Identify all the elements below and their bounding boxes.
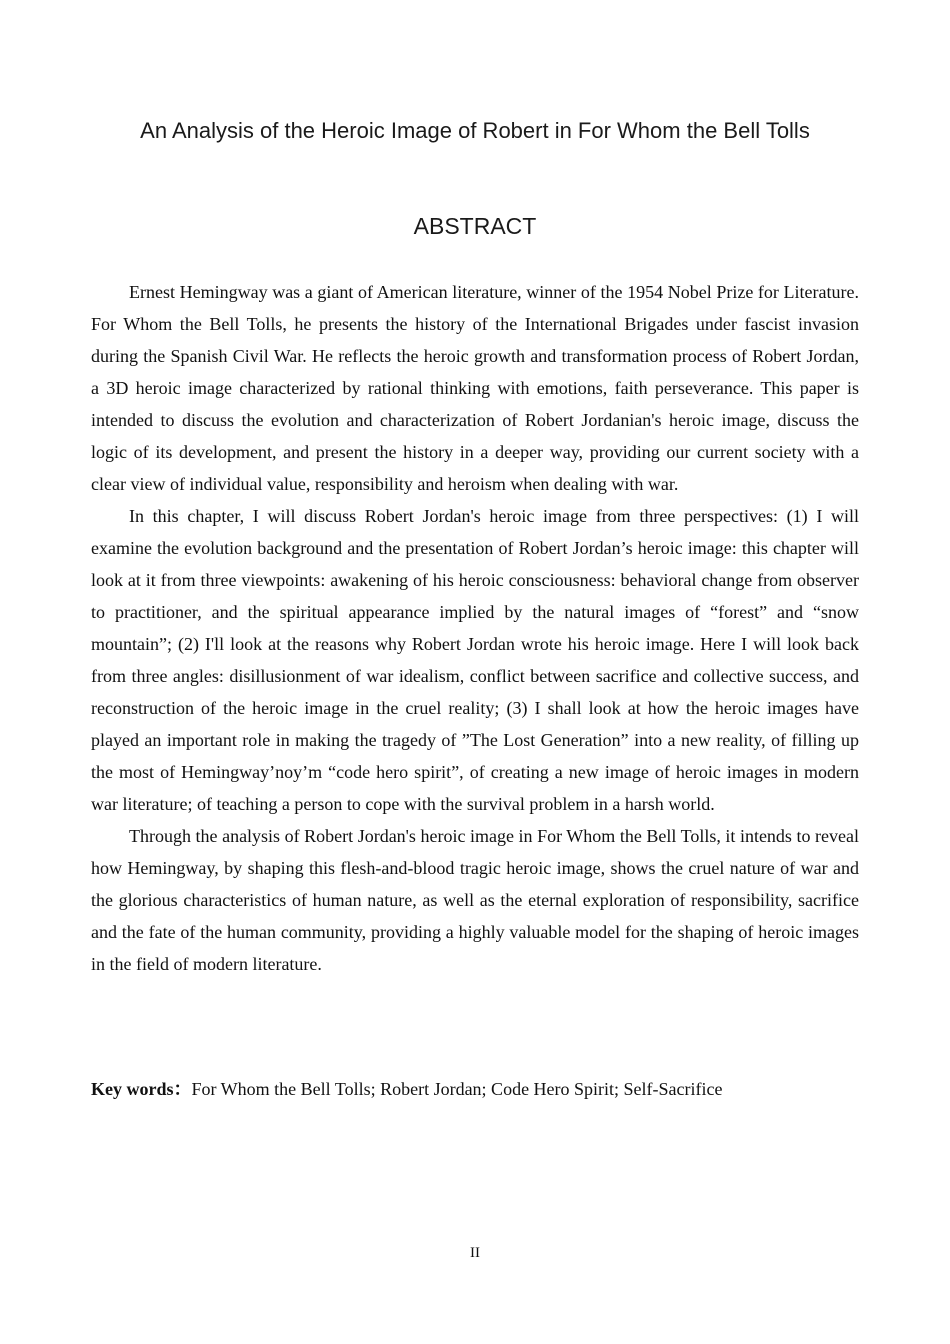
abstract-paragraph-2: In this chapter, I will discuss Robert Jordan's heroic image from three perspectives: (1) I will examine the evolution background and the presentation of Robert Jordan’s heroic image: this chapter will look at it from three viewpoints: awakening of his heroic consciousness: behavioral change from observer to practitioner, and the spiritual appearance implied by the natural images of “forest” and “snow mountain”; (2) I'll look at the reasons why Robert Jordan wrote his heroic image. Here I will look back from three angles: disillusionment of war idealism, conflict between sacrifice and collective success, and reconstruction of the heroic image in the cruel reality; (3) I shall look at how the heroic images have played an important role in making the tragedy of ”The Lost Generation” into a new reality, of filling up the most of Hemingway’noy’m “code hero spirit”, of creating a new image of heroic images in modern war literature; of teaching a person to cope with the survival problem in a harsh world. <box>91 506 859 814</box>
keywords-label: Key words： <box>91 1079 192 1099</box>
abstract-paragraph-3: Through the analysis of Robert Jordan's heroic image in For Whom the Bell Tolls, it intends to reveal how Hemingway, by shaping this flesh-and-blood tragic heroic image, shows the cruel nature of war and the glorious characteristics of human nature, as well as the eternal exploration of responsibility, sacrifice and the fate of the human community, providing a highly valuable model for the shaping of heroic images in the field of modern literature. <box>91 826 859 974</box>
keywords-text: For Whom the Bell Tolls; Robert Jordan; Code Hero Spirit; Self-Sacrifice <box>191 1079 723 1099</box>
abstract-paragraph-1: Ernest Hemingway was a giant of American literature, winner of the 1954 Nobel Prize for Literature. For Whom the Bell Tolls, he presents the history of the International Brigades under fascist invasion during the Spanish Civil War. He reflects the heroic growth and transformation process of Robert Jordan, a 3D heroic image characterized by rational thinking with emotions, faith perseverance. This paper is intended to discuss the evolution and characterization of Robert Jordanian's heroic image, discuss the logic of its development, and present the history in a deeper way, providing our current society with a clear view of individual value, responsibility and heroism when dealing with war. <box>91 282 859 494</box>
abstract-heading: ABSTRACT <box>413 213 537 239</box>
keywords-line <box>91 1073 859 1105</box>
paper-title: An Analysis of the Heroic Image of Robert in For Whom the Bell Tolls <box>140 118 810 143</box>
abstract-body <box>91 276 859 980</box>
page-number: II <box>470 1245 480 1261</box>
